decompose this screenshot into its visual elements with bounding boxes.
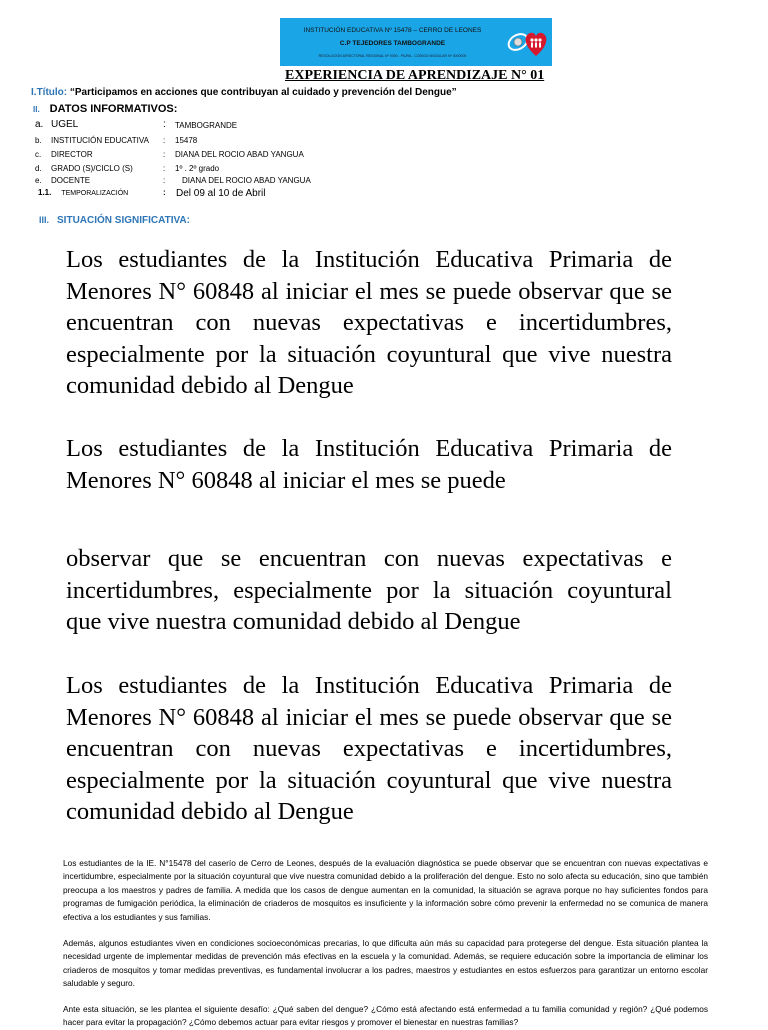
section-situacion [39, 215, 190, 226]
body-paragraph: Los estudiantes de la IE. N°15478 del caserío de Cerro de Leones, después de la evaluación diagnóstica se puede observar que se encuentran con nuevas expectativas e incertidumbre, especialmente por la situación coyuntural que vive nuestra comunidad debido a la proliferación del dengue. Esto no solo afecta su educación, sino que también preocupa a los maestros y padres de familia. A medida que los casos de dengue aumentan en la comunidad, la situación se agrava porque no hay suficientes fondos para programas de fumigación periódica, la eliminación de criaderos de mosquitos es insuficiente y la información sobre cómo prevenir la enfermedad no se comunica de manera efectiva a los estudiantes y sus familias. [63, 858, 708, 922]
row-key: DIRECTOR [51, 150, 93, 159]
row-number: 1.1. [38, 188, 52, 197]
row-key: GRADO (S)/CICLO (S) [51, 164, 133, 173]
body-paragraph: Además, algunos estudiantes viven en condiciones socioeconómicas precarias, lo que dificulta aún más su capacidad para protegerse del dengue. Esta situación plantea la necesidad urgente de implementar medidas de prevención más efectivas en la escuela y la comunidad. Además, se requiere educación sobre la importancia de eliminar los criaderos de mosquitos y tomar medidas preventivas, es fundamental involucrar a los padres, maestros y estudiantes en estos esfuerzos para garantizar un entorno escolar saludable y seguro. [63, 938, 708, 989]
row-letter: b. [35, 136, 42, 145]
section-number: II. [33, 105, 40, 114]
row-colon: : [163, 136, 166, 145]
row-value: DIANA DEL ROCIO ABAD YANGUA [175, 150, 304, 159]
section-number: III. [39, 215, 50, 225]
section-datos [33, 103, 177, 115]
row-colon: : [163, 188, 166, 197]
section-heading: DATOS INFORMATIVOS: [49, 103, 178, 115]
row-letter: a. [35, 119, 44, 130]
row-colon: : [163, 150, 166, 159]
row-value: TAMBOGRANDE [175, 121, 238, 130]
row-colon: : [163, 119, 166, 130]
big-paragraph: Los estudiantes de la Institución Educativa Primaria de Menores N° 60848 al iniciar el mes se puede observar que se encuentran con nuevas expectativas e incertidumbres, especialmente por la situación coyuntural que vive nuestra comunidad debido al Dengue [66, 246, 672, 399]
row-value: 1º . 2º grado [175, 164, 220, 173]
row-letter: d. [35, 164, 42, 173]
body-paragraph: Ante esta situación, se les plantea el siguiente desafío: ¿Qué saben del dengue? ¿Cómo está afectando está enfermedad a tu familia comunidad y región? ¿Qué podemos hacer para evitar la propagación? ¿Cómo debemos actuar para evitar riesgos y promover el bienestar en nuestras familias? [63, 1004, 708, 1028]
big-paragraph: Los estudiantes de la Institución Educativa Primaria de Menores N° 60848 al iniciar el mes se puede [66, 435, 672, 494]
school-resolution: RESOLUCIÓN DIRECTORAL REGIONAL Nº 0000 - PIURA - CÓDIGO MODULAR Nº 0000000 [318, 54, 467, 58]
row-key: DOCENTE [51, 176, 91, 185]
school-logo-icon [506, 24, 548, 60]
header-banner [280, 18, 552, 66]
row-key: TEMPORALIZACIÓN [61, 190, 129, 197]
school-name: INSTITUCIÓN EDUCATIVA Nº 15478 – CERRO DE LEONES [303, 27, 482, 34]
section-heading: SITUACIÓN SIGNIFICATIVA: [57, 215, 190, 226]
row-colon: : [163, 164, 166, 173]
info-row-temporalizacion [38, 188, 266, 199]
row-letter: c. [35, 150, 42, 159]
row-colon: : [163, 176, 166, 185]
row-value: Del 09 al 10 de Abril [176, 188, 266, 199]
row-letter: e. [35, 176, 42, 185]
section-number: I. [31, 87, 37, 98]
big-paragraph: observar que se encuentran con nuevas expectativas e incertidumbres, especialmente por la situación coyuntural que vive nuestra comunidad debido al Dengue [66, 545, 672, 635]
row-value: DIANA DEL ROCIO ABAD YANGUA [182, 176, 311, 185]
school-location: C.P TEJEDORES TAMBOGRANDE [339, 40, 446, 47]
experience-title: “Participamos en acciones que contribuyan al cuidado y prevención del Dengue” [69, 87, 457, 98]
section-title [31, 87, 457, 98]
section-label: Título: [36, 87, 68, 98]
row-key: INSTITUCIÓN EDUCATIVA [51, 136, 149, 145]
row-key: UGEL [51, 119, 79, 130]
document-title: EXPERIENCIA DE APRENDIZAJE N° 01 [285, 68, 545, 83]
big-paragraph: Los estudiantes de la Institución Educativa Primaria de Menores N° 60848 al iniciar el mes se puede observar que se encuentran con nuevas expectativas e incertidumbres, especialmente por la situación coyuntural que vive nuestra comunidad debido al Dengue [66, 672, 672, 825]
row-value: 15478 [175, 136, 198, 145]
